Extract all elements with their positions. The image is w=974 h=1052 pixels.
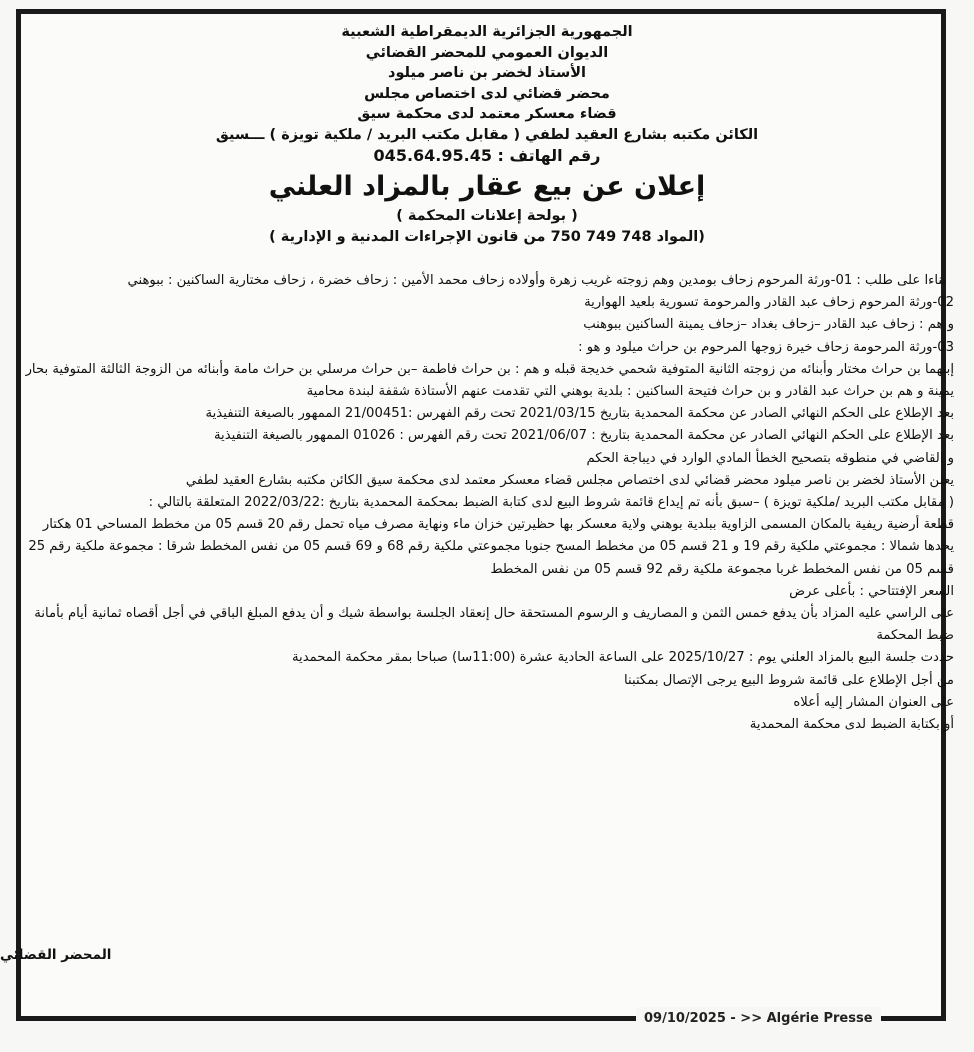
header-line-name: الأستاذ لخضر بن ناصر ميلود: [388, 65, 586, 81]
header-line-office: الديوان العمومي للمحضر القضائي: [365, 44, 609, 61]
notice-title: إعلان عن بيع عقار بالمزاد العلني: [268, 171, 706, 202]
header-line-address: الكائن مكتبه بشارع العقيد لطفي ( مقابل مكتب البريد / ملكية تويزة ) ـــسيق: [215, 126, 759, 143]
body-paragraph-payment: على الراسي عليه المزاد بأن يدفع خمس الثمن و المصاريف و الرسوم المستحقة حال إنعقاد الجلسة بواسطة شيك و أن يدفع المبلغ الباقي في أجل أقصاه ثمانية أيام بأمانة ضبط المحكمة: [34, 606, 954, 644]
notice-header: [0, 22, 974, 248]
body-paragraph-heirs-02-names: و هم : زحاف عبد القادر –زحاف بغداد –زحاف يمينة الساكنين ببوهنب: [583, 317, 954, 333]
body-paragraph-heirs-03: 03-ورثة المرحومة زحاف خيرة زوجها المرحوم بن حراث ميلود و هو :: [578, 339, 954, 355]
body-paragraph-applicants: بناءا على طلب : 01-ورثة المرحوم زحاف بومدين وهم زوجته غريب زهرة وأولاده زحاف محمد الأمين : زحاف خضرة ، زحاف مختارية الساكنين : ببوهني: [127, 273, 946, 288]
body-paragraph-opening-price: السعر الإفتتاحي : بأعلى عرض: [789, 583, 954, 599]
body-paragraph-property: قطعة أرضية ريفية بالمكان المسمى الزاوية ببلدية بوهني ولاية معسكر بها حظيرتين خزان ماء ونهاية مصرف مياه تحمل رقم 20 قسم 05 من مخطط المساحي 01 هكتار يحدها شمالا : مجموعتي ملكية رقم 19 و 21 قسم 05 من مخطط المسح جنوبا مجموعتي ملكية رقم 68 و 69 قسم 05 من نفس المخطط شرقا : مجموعة ملكية رقم 25 قسم 05 من نفس المخطط غربا مجموعة ملكية رقم 92 قسم 05 من نفس المخطط: [28, 517, 954, 577]
body-paragraph-judgment-1: بعد الإطلاع على الحكم النهائي الصادر عن محكمة المحمدية بتاريخ 2021/03/15 تحت رقم الفهرس :21/00451 الممهور بالصيغة التنفيذية: [205, 406, 954, 422]
body-paragraph-contact: من أجل الإطلاع على قائمة شروط البيع يرجى الإتصال بمكتبنا: [623, 672, 954, 688]
notice-articles: (المواد 748 749 750 من قانون الإجراءات المدنية و الإدارية ): [269, 229, 705, 245]
header-line-jurisdiction: محضر قضائي لدى اختصاص مجلس: [364, 85, 610, 102]
body-paragraph-address: على العنوان المشار إليه أعلاه: [793, 694, 954, 710]
body-paragraph-heirs-02: 02-ورثة المرحوم زحاف عبد القادر والمرحومة تسورية بلعيد الهوارية: [584, 295, 954, 311]
header-line-court: قضاء معسكر معتمد لدى محكمة سيق: [357, 106, 617, 122]
source-footer: 09/10/2025 - >> Algérie Presse: [636, 1007, 881, 1031]
header-phone: رقم الهاتف : 045.64.95.45: [373, 146, 601, 165]
body-paragraph-judgment-2: بعد الإطلاع على الحكم النهائي الصادر عن محكمة المحمدية بتاريخ : 2021/06/07 تحت رقم الفهرس : 01026 الممهور بالصيغة التنفيذية: [213, 428, 954, 444]
notice-subtitle: ( بولحة إعلانات المحكمة ): [396, 208, 578, 224]
body-paragraph-correction: و القاضي في منطوقه بتصحيح الخطأ المادي الوارد في ديباجة الحكم: [586, 450, 954, 466]
notice-body: [20, 270, 954, 736]
body-paragraph-registry: أو بكتابة الضبط لدى محكمة المحمدية: [749, 717, 954, 733]
signature-block: [0, 947, 862, 963]
body-paragraph-deposit: ( مقابل مكتب البريد /ملكية تويزة ) –سبق بأنه تم إيداع قائمة شروط البيع لدى كتابة الضبط بمحكمة المحمدية بتاريخ :2022/03/22 المتعلقة بالتالي :: [148, 495, 954, 511]
body-paragraph-session-date: حددت جلسة البيع بالمزاد العلني يوم : 2025/10/27 على الساعة الحادية عشرة (11:00سا) صباحا بمقر محكمة المحمدية: [291, 650, 954, 666]
signature-label: المحضر القضائي: [0, 947, 112, 963]
body-paragraph-announcer: يعلن الأستاذ لخضر بن ناصر ميلود محضر قضائي لدى اختصاص مجلس قضاء معسكر معتمد لدى محكمة سيق الكائن مكتبه بشارع العقيد لطفي: [185, 472, 954, 488]
header-line-republic: الجمهورية الجزائرية الديمقراطية الشعبية: [341, 24, 633, 40]
body-paragraph-heirs-03-names: إبنهما بن حراث مختار وأبنائه من زوجته الثانية المتوفية شحمي خديجة قبله و هم : بن حراث فاطمة –بن حراث مرسلي بن حراث مامة وأبنائه من الزوجة الثالثة المتوفية بحار يمينة و هم بن حراث عبد القادر و بن حراث فتيحة الساكنين : بلدية بوهني التي تقدمت عنهم الأستاذة شقفة لبندة محامية: [25, 361, 954, 400]
